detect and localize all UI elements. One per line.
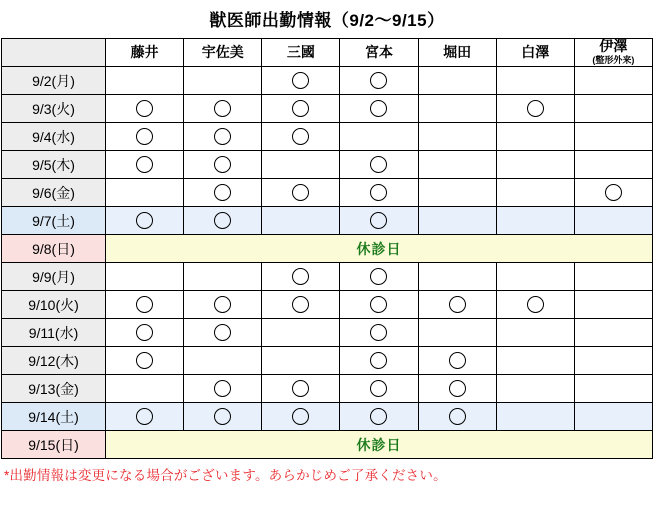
shift-cell-on-duty: [184, 179, 262, 207]
on-duty-circle-icon: [605, 184, 622, 201]
on-duty-circle-icon: [449, 380, 466, 397]
table-row: [2, 375, 653, 403]
shift-cell-on-duty: [184, 207, 262, 235]
on-duty-circle-icon: [214, 380, 231, 397]
shift-cell-on-duty: [262, 375, 340, 403]
shift-cell-empty: [184, 67, 262, 95]
shift-cell-on-duty: [262, 291, 340, 319]
day-label: 9/11(水): [2, 319, 106, 347]
column-header-vet-5: [418, 39, 496, 67]
on-duty-circle-icon: [292, 100, 309, 117]
shift-cell-empty: [574, 67, 652, 95]
vet-name: 堀田: [443, 44, 472, 61]
on-duty-circle-icon: [136, 128, 153, 145]
vet-name: 伊澤: [599, 38, 628, 55]
table-row: [2, 263, 653, 291]
on-duty-circle-icon: [292, 72, 309, 89]
on-duty-circle-icon: [370, 100, 387, 117]
shift-cell-empty: [574, 263, 652, 291]
shift-cell-on-duty: [418, 375, 496, 403]
on-duty-circle-icon: [370, 352, 387, 369]
shift-cell-empty: [496, 403, 574, 431]
shift-cell-empty: [262, 319, 340, 347]
on-duty-circle-icon: [292, 296, 309, 313]
shift-cell-empty: [106, 263, 184, 291]
shift-cell-on-duty: [418, 347, 496, 375]
day-label: 9/9(月): [2, 263, 106, 291]
on-duty-circle-icon: [214, 324, 231, 341]
day-label: 9/7(土): [2, 207, 106, 235]
shift-cell-empty: [106, 375, 184, 403]
shift-cell-on-duty: [106, 207, 184, 235]
shift-cell-on-duty: [106, 123, 184, 151]
on-duty-circle-icon: [214, 156, 231, 173]
shift-cell-on-duty: [106, 95, 184, 123]
shift-cell-on-duty: [184, 123, 262, 151]
shift-cell-on-duty: [340, 151, 418, 179]
on-duty-circle-icon: [527, 296, 544, 313]
on-duty-circle-icon: [370, 72, 387, 89]
shift-cell-on-duty: [340, 179, 418, 207]
day-label: 9/8(日): [2, 235, 106, 263]
shift-cell-on-duty: [340, 207, 418, 235]
table-body: [2, 67, 653, 459]
disclaimer-note: *出勤情報は変更になる場合がございます。あらかじめご了承ください。: [4, 468, 447, 483]
on-duty-circle-icon: [214, 212, 231, 229]
on-duty-circle-icon: [370, 380, 387, 397]
shift-cell-on-duty: [340, 95, 418, 123]
closed-day-cell: 休診日: [106, 235, 653, 263]
shift-cell-on-duty: [106, 403, 184, 431]
day-label: 9/4(水): [2, 123, 106, 151]
on-duty-circle-icon: [370, 296, 387, 313]
shift-cell-empty: [574, 375, 652, 403]
shift-cell-on-duty: [262, 403, 340, 431]
on-duty-circle-icon: [292, 128, 309, 145]
vet-name: 白澤: [521, 44, 550, 61]
shift-cell-empty: [574, 123, 652, 151]
table-row: [2, 431, 653, 459]
on-duty-circle-icon: [136, 408, 153, 425]
column-header-vet-4: [340, 39, 418, 67]
on-duty-circle-icon: [136, 352, 153, 369]
on-duty-circle-icon: [214, 184, 231, 201]
shift-cell-empty: [418, 319, 496, 347]
on-duty-circle-icon: [136, 156, 153, 173]
shift-cell-on-duty: [262, 67, 340, 95]
on-duty-circle-icon: [136, 100, 153, 117]
shift-cell-empty: [496, 319, 574, 347]
shift-cell-on-duty: [106, 291, 184, 319]
shift-cell-on-duty: [184, 375, 262, 403]
vet-name: 宮本: [364, 44, 393, 61]
shift-cell-empty: [184, 347, 262, 375]
table-row: [2, 319, 653, 347]
shift-cell-on-duty: [184, 95, 262, 123]
shift-cell-empty: [496, 67, 574, 95]
on-duty-circle-icon: [370, 184, 387, 201]
on-duty-circle-icon: [370, 408, 387, 425]
shift-cell-empty: [574, 403, 652, 431]
shift-cell-empty: [262, 207, 340, 235]
shift-cell-empty: [574, 291, 652, 319]
on-duty-circle-icon: [370, 212, 387, 229]
on-duty-circle-icon: [214, 100, 231, 117]
shift-cell-empty: [418, 123, 496, 151]
day-label: 9/12(木): [2, 347, 106, 375]
on-duty-circle-icon: [292, 184, 309, 201]
on-duty-circle-icon: [449, 408, 466, 425]
table-row: [2, 123, 653, 151]
page-title: 獣医師出勤情報（9/2〜9/15）: [209, 11, 445, 30]
shift-cell-on-duty: [340, 67, 418, 95]
shift-cell-on-duty: [418, 291, 496, 319]
shift-cell-empty: [496, 179, 574, 207]
shift-cell-empty: [496, 151, 574, 179]
vet-name: 宇佐美: [201, 44, 244, 61]
shift-cell-empty: [574, 95, 652, 123]
shift-cell-empty: [574, 151, 652, 179]
on-duty-circle-icon: [370, 156, 387, 173]
column-header-vet-1: [106, 39, 184, 67]
vet-schedule-table: [1, 38, 653, 459]
shift-cell-on-duty: [262, 263, 340, 291]
shift-cell-empty: [184, 263, 262, 291]
table-row: [2, 403, 653, 431]
day-label: 9/10(火): [2, 291, 106, 319]
column-header-vet-7: [574, 39, 652, 67]
on-duty-circle-icon: [527, 100, 544, 117]
header-row: [2, 39, 653, 67]
on-duty-circle-icon: [292, 380, 309, 397]
table-row: [2, 291, 653, 319]
on-duty-circle-icon: [292, 268, 309, 285]
on-duty-circle-icon: [136, 324, 153, 341]
shift-cell-on-duty: [496, 95, 574, 123]
shift-cell-empty: [496, 375, 574, 403]
on-duty-circle-icon: [292, 408, 309, 425]
shift-cell-empty: [262, 151, 340, 179]
shift-cell-on-duty: [262, 123, 340, 151]
vet-name: 藤井: [130, 44, 159, 61]
shift-cell-empty: [106, 179, 184, 207]
day-label: 9/15(日): [2, 431, 106, 459]
table-header: [2, 39, 653, 67]
day-label: 9/13(金): [2, 375, 106, 403]
shift-cell-on-duty: [106, 347, 184, 375]
shift-cell-on-duty: [340, 319, 418, 347]
day-label: 9/14(土): [2, 403, 106, 431]
column-header-day: [2, 39, 106, 67]
shift-cell-on-duty: [574, 179, 652, 207]
shift-cell-on-duty: [340, 375, 418, 403]
shift-cell-on-duty: [184, 319, 262, 347]
on-duty-circle-icon: [370, 324, 387, 341]
shift-cell-on-duty: [106, 151, 184, 179]
shift-cell-empty: [418, 263, 496, 291]
vet-name: 三國: [286, 44, 315, 61]
column-header-vet-3: [262, 39, 340, 67]
table-row: [2, 179, 653, 207]
shift-cell-empty: [418, 207, 496, 235]
on-duty-circle-icon: [370, 268, 387, 285]
shift-cell-on-duty: [496, 291, 574, 319]
table-row: [2, 347, 653, 375]
shift-cell-on-duty: [262, 179, 340, 207]
table-row: [2, 235, 653, 263]
shift-cell-empty: [574, 347, 652, 375]
shift-cell-on-duty: [340, 347, 418, 375]
day-label: 9/5(木): [2, 151, 106, 179]
shift-cell-empty: [574, 319, 652, 347]
shift-cell-empty: [106, 67, 184, 95]
shift-cell-empty: [496, 347, 574, 375]
table-row: [2, 67, 653, 95]
shift-cell-empty: [262, 347, 340, 375]
on-duty-circle-icon: [214, 128, 231, 145]
shift-cell-empty: [418, 151, 496, 179]
shift-cell-on-duty: [340, 263, 418, 291]
shift-cell-on-duty: [340, 403, 418, 431]
shift-cell-empty: [418, 95, 496, 123]
shift-cell-on-duty: [340, 291, 418, 319]
table-row: [2, 95, 653, 123]
table-row: [2, 207, 653, 235]
shift-cell-on-duty: [418, 403, 496, 431]
on-duty-circle-icon: [449, 296, 466, 313]
on-duty-circle-icon: [136, 296, 153, 313]
shift-cell-empty: [496, 263, 574, 291]
column-header-vet-2: [184, 39, 262, 67]
day-label: 9/3(火): [2, 95, 106, 123]
shift-cell-empty: [496, 123, 574, 151]
column-header-vet-6: [496, 39, 574, 67]
on-duty-circle-icon: [136, 212, 153, 229]
table-row: [2, 151, 653, 179]
on-duty-circle-icon: [214, 408, 231, 425]
shift-cell-on-duty: [106, 319, 184, 347]
shift-cell-on-duty: [184, 151, 262, 179]
vet-subtitle: (整形外来): [592, 54, 635, 65]
closed-day-cell: 休診日: [106, 431, 653, 459]
shift-cell-empty: [418, 67, 496, 95]
shift-cell-on-duty: [184, 403, 262, 431]
shift-cell-empty: [418, 179, 496, 207]
on-duty-circle-icon: [449, 352, 466, 369]
shift-cell-on-duty: [184, 291, 262, 319]
shift-cell-empty: [574, 207, 652, 235]
day-label: 9/2(月): [2, 67, 106, 95]
shift-cell-empty: [340, 123, 418, 151]
shift-cell-on-duty: [262, 95, 340, 123]
day-label: 9/6(金): [2, 179, 106, 207]
shift-cell-empty: [496, 207, 574, 235]
on-duty-circle-icon: [214, 296, 231, 313]
